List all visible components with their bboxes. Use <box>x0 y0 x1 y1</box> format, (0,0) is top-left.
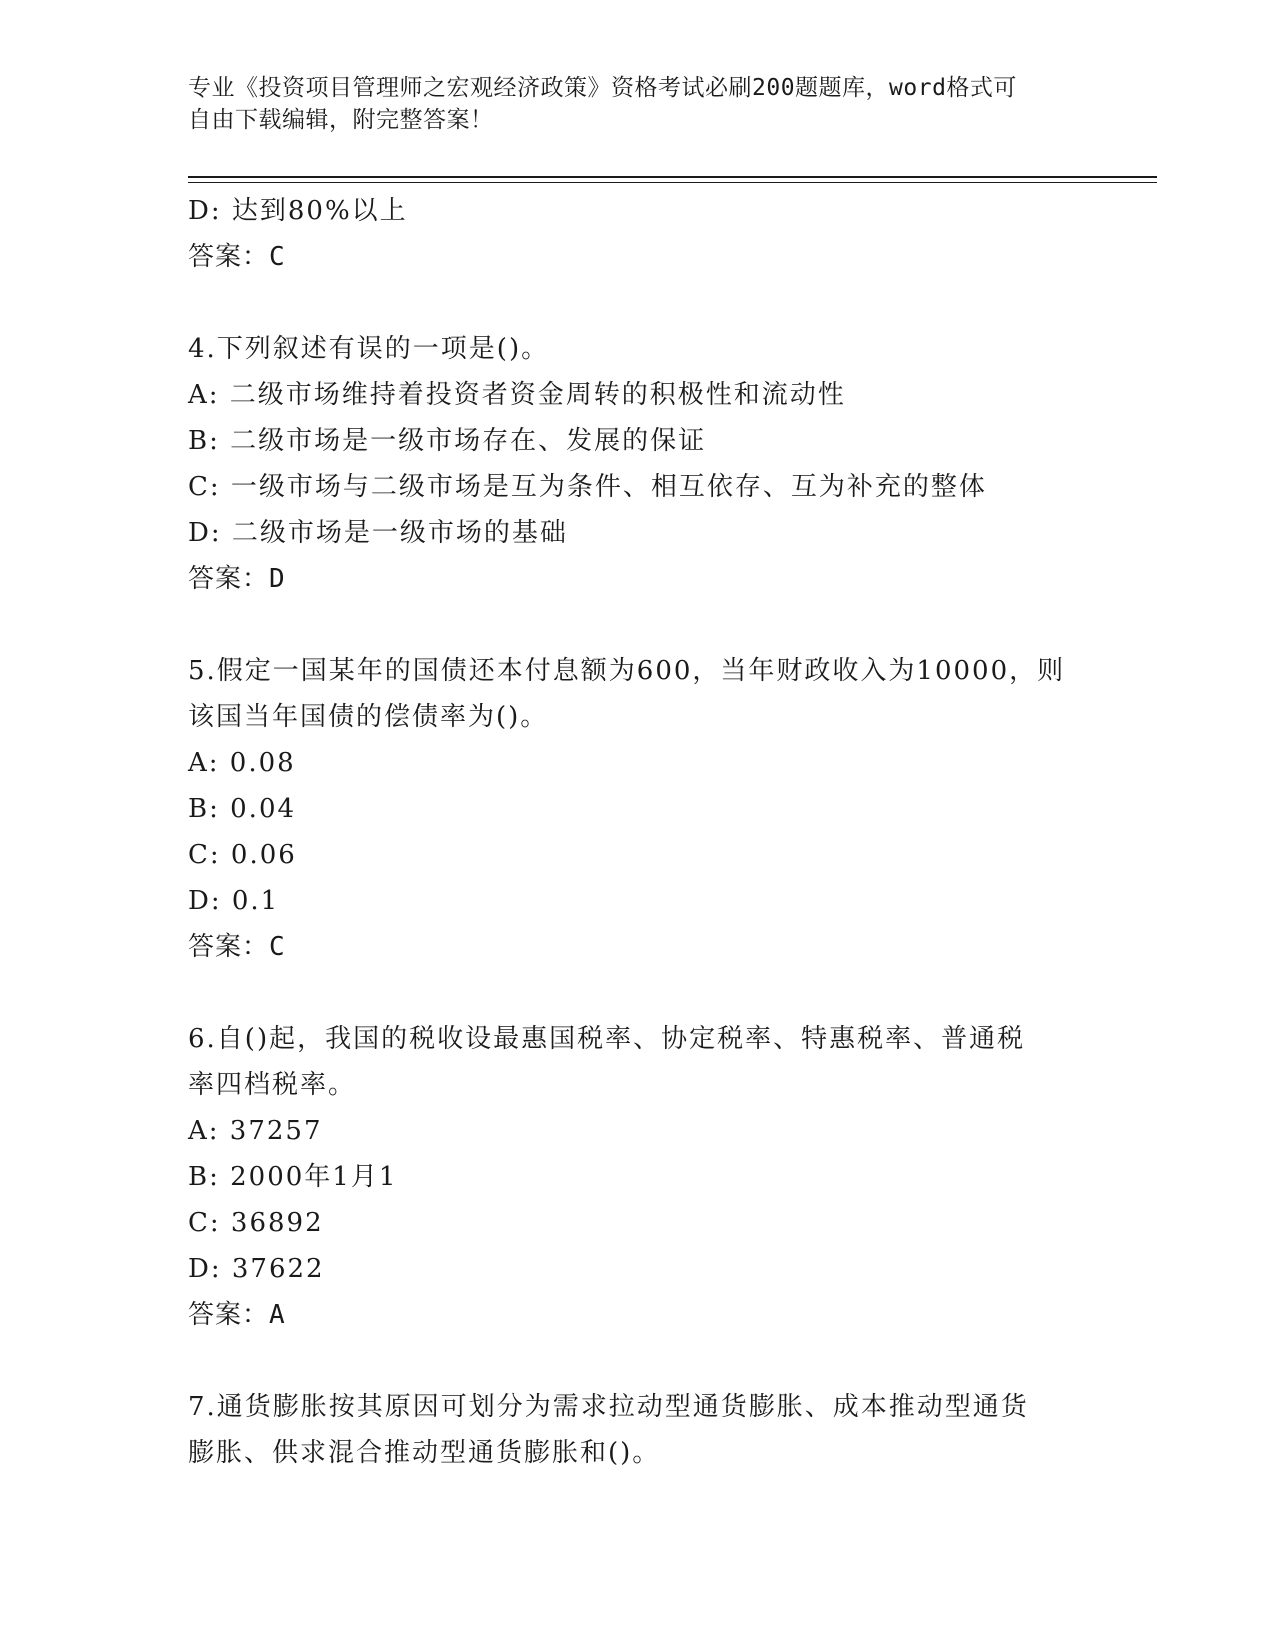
question-stem-line-1: 6.自()起，我国的税收设最惠国税率、协定税率、特惠税率、普通税 <box>188 1024 1026 1054</box>
question-4 <box>188 326 1088 602</box>
document-header <box>188 72 1088 136</box>
option-b: B: 2000年1月1 <box>188 1162 398 1192</box>
header-line-1: 专业《投资项目管理师之宏观经济政策》资格考试必刷200题题库，word格式可 <box>188 75 1017 101</box>
question-stem: 4.下列叙述有误的一项是()。 <box>188 334 550 364</box>
option-b: B: 0.04 <box>188 794 297 824</box>
question-stem-line-2: 膨胀、供求混合推动型通货膨胀和()。 <box>188 1438 661 1468</box>
option-c: C: 0.06 <box>188 840 297 870</box>
option-a: A: 37257 <box>188 1116 323 1146</box>
question-5 <box>188 648 1088 970</box>
option-a: A: 0.08 <box>188 748 296 778</box>
question-6 <box>188 1016 1088 1338</box>
question-stem-line-1: 5.假定一国某年的国债还本付息额为600，当年财政收入为10000，则 <box>188 656 1066 686</box>
option-c: C: 一级市场与二级市场是互为条件、相互依存、互为补充的整体 <box>188 472 987 502</box>
question-stem-line-1: 7.通货膨胀按其原因可划分为需求拉动型通货膨胀、成本推动型通货 <box>188 1392 1029 1422</box>
option-c: C: 36892 <box>188 1208 324 1238</box>
answer-line: 答案：C <box>188 932 286 962</box>
option-d: D: 0.1 <box>188 886 280 916</box>
header-divider-thick <box>188 176 1157 178</box>
answer-line: 答案：A <box>188 1300 286 1330</box>
question-stem-line-2: 该国当年国债的偿债率为()。 <box>188 702 549 732</box>
header-line-2: 自由下载编辑，附完整答案！ <box>188 107 494 133</box>
option-d: D: 37622 <box>188 1254 325 1284</box>
option-a: A: 二级市场维持着投资者资金周转的积极性和流动性 <box>188 380 846 410</box>
question-7 <box>188 1384 1088 1476</box>
option-d: D: 二级市场是一级市场的基础 <box>188 518 568 548</box>
previous-question-tail <box>188 188 1088 280</box>
answer-line: 答案：C <box>188 242 286 272</box>
document-body <box>188 188 1088 1476</box>
answer-line: 答案：D <box>188 564 286 594</box>
question-stem-line-2: 率四档税率。 <box>188 1070 357 1100</box>
option-d: D: 达到80%以上 <box>188 196 408 226</box>
header-divider-thin <box>188 182 1157 183</box>
option-b: B: 二级市场是一级市场存在、发展的保证 <box>188 426 707 456</box>
